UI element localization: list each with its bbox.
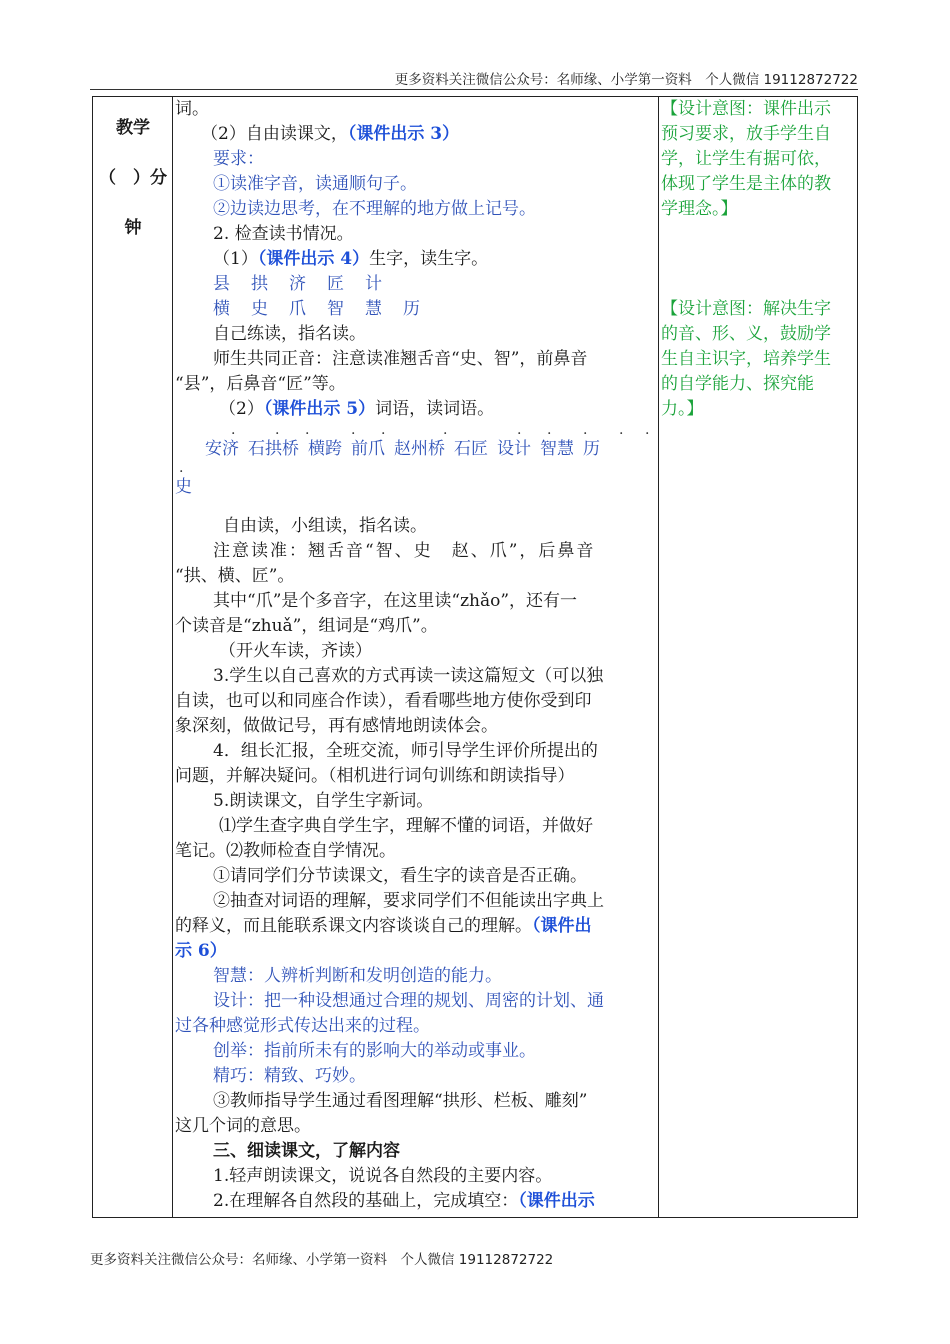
text-line: ①请同学们分节读课文，看生字的读音是否正确。 [213, 866, 587, 886]
note-line: 的音、形、义，鼓励学 [661, 324, 831, 344]
text-line: 精巧：精致、巧妙。 [213, 1066, 366, 1086]
note-line: 【设计意图：课件出示 [661, 99, 831, 119]
text-line: （开火车读，齐读） [219, 641, 372, 661]
emphasis-dots: . . . . . . . . . . . [231, 422, 650, 438]
text-line: 自己练读，指名读。 [213, 324, 366, 344]
text-line: 问题，并解决疑问。（相机进行词句训练和朗读指导） [175, 766, 575, 786]
word-row: 安济 石拱桥 横跨 前爪 赵州桥 石匠 设计 智慧 历 [205, 439, 600, 459]
text-line: 2. 检查读书情况。 [213, 224, 354, 244]
note-line: 学，让学生有据可依， [661, 149, 831, 169]
note-line: 【设计意图：解决生字 [661, 299, 831, 319]
text-line: 自读，也可以和同座合作读），看看哪些地方使你受到印 [175, 691, 592, 711]
note-line: 力。】 [661, 399, 704, 419]
note-line: 学理念。】 [661, 199, 738, 219]
text-line: 笔记。⑵教师检查自学情况。 [175, 841, 396, 861]
text-line: 这几个词的意思。 [175, 1116, 311, 1136]
column-divider-1 [172, 97, 173, 1217]
teaching-content [175, 97, 659, 1214]
design-notes [661, 97, 855, 422]
note-line: 预习要求，放手学生自 [661, 124, 831, 144]
text-line: 设计：把一种设想通过合理的规划、周密的计划、通 [213, 991, 604, 1011]
text-line: 师生共同正音：注意读准翘舌音“史、智”，前鼻音 [213, 349, 588, 369]
text-line: （1）（课件出示 4）生字，读生字。 [213, 249, 489, 269]
text-line: 其中“爪”是个多音字，在这里读“zhǎo”，还有一 [213, 591, 578, 611]
time-label-1: 教学 [116, 118, 150, 138]
text-line: （2）自由读课文，（课件出示 3） [201, 124, 460, 144]
text-line: 要求： [213, 149, 264, 169]
text-line: 过各种感觉形式传达出来的过程。 [175, 1016, 430, 1036]
text-line: ③教师指导学生通过看图理解“拱形、栏板、雕刻” [213, 1091, 588, 1111]
text-line: 2.在理解各自然段的基础上，完成填空：（课件出示 [213, 1191, 595, 1211]
header-rule [90, 89, 858, 90]
note-line: 的自学能力、探究能 [661, 374, 814, 394]
text-line: 个读音是“zhuǎ”，组词是“鸡爪”。 [175, 616, 438, 636]
time-label-2: （ ）分 [99, 168, 167, 188]
char-row-2: 横 史 爪 智 慧 历 [213, 299, 420, 319]
text-line: ①读准字音，读通顺句子。 [213, 174, 417, 194]
text-line: 5.朗读课文，自学生字新词。 [213, 791, 434, 811]
note-line: 生自主识字，培养学生 [661, 349, 831, 369]
char-row-1: 县 拱 济 匠 计 [213, 274, 382, 294]
text-line: 注意读准：翘舌音“智、史 赵、爪”，后鼻音 [213, 541, 596, 561]
text-line: 自由读，小组读，指名读。 [223, 516, 427, 536]
text-line: 1.轻声朗读课文，说说各自然段的主要内容。 [213, 1166, 553, 1186]
text-line: “县”，后鼻音“匠”等。 [175, 374, 346, 394]
page-header: 更多资料关注微信公众号：名师缘、小学第一资料 个人微信 19112872722 [394, 72, 858, 88]
text-line: “拱、横、匠”。 [175, 566, 295, 586]
lesson-table [92, 96, 858, 1218]
text-line: 创举：指前所未有的影响大的举动或事业。 [213, 1041, 536, 1061]
note-line: 体现了学生是主体的教 [661, 174, 831, 194]
text-line: （2）（课件出示 5）词语，读词语。 [219, 399, 495, 419]
text-line: ②边读边思考，在不理解的地方做上记号。 [213, 199, 536, 219]
text-line: 的释义，而且能联系课文内容谈谈自己的理解。（课件出 [175, 916, 592, 936]
page-footer: 更多资料关注微信公众号：名师缘、小学第一资料 个人微信 19112872722 [90, 1252, 554, 1268]
text-line: 3.学生以自己喜欢的方式再读一读这篇短文（可以独 [213, 666, 604, 686]
text-line: ⑴学生查字典自学生字，理解不懂的词语，并做好 [219, 816, 593, 836]
text-line: 词。 [175, 99, 209, 119]
time-label-3: 钟 [124, 218, 142, 238]
emphasis-dots: . [179, 460, 184, 476]
text-line: 4．组长汇报，全班交流，师引导学生评价所提出的 [213, 741, 598, 761]
section-heading: 三、细读课文，了解内容 [213, 1141, 400, 1161]
text-line: ②抽查对词语的理解，要求同学们不但能读出字典上 [213, 891, 604, 911]
text-line: 示 6） [175, 941, 227, 961]
text-line: 智慧：人辨析判断和发明创造的能力。 [213, 966, 502, 986]
text-line: 史 [175, 477, 192, 497]
text-line: 象深刻，做做记号，再有感情地朗读体会。 [175, 716, 498, 736]
